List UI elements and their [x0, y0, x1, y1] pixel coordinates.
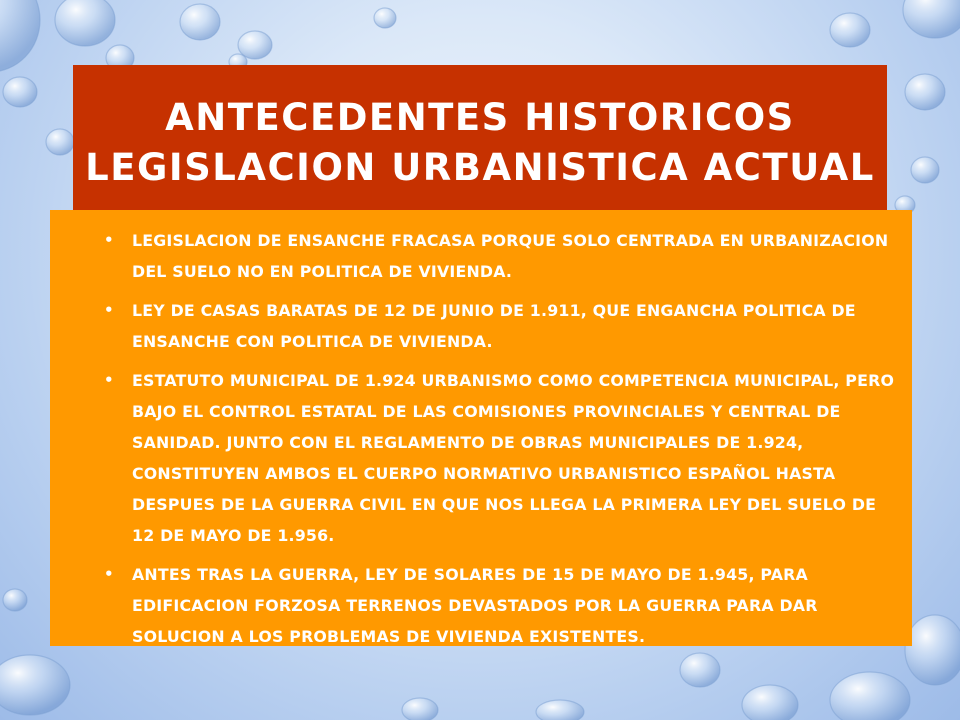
bullet-dot-icon: •	[104, 371, 114, 389]
bullet-text: LEY DE CASAS BARATAS DE 12 DE JUNIO DE 1.911, QUE ENGANCHA POLITICA DE ENSANCHE CON POLITICA DE VIVIENDA.	[132, 301, 856, 351]
title-line-1: ANTECEDENTES HISTORICOS	[165, 95, 795, 139]
bullet-text: ANTES TRAS LA GUERRA, LEY DE SOLARES DE 15 DE MAYO DE 1.945, PARA EDIFICACION FORZOSA TERRENOS DEVASTADOS POR LA GUERRA PARA DAR SOLUCION A LOS PROBLEMAS DE VIVIENDA EXISTENTES.	[132, 565, 818, 646]
bullet-list	[90, 225, 904, 652]
bullet-item	[90, 365, 904, 551]
bullet-item	[90, 559, 904, 652]
content-panel	[50, 210, 912, 646]
bullet-item	[90, 295, 904, 357]
title-line-2: LEGISLACION URBANISTICA ACTUAL	[85, 145, 875, 189]
title-banner	[73, 65, 887, 220]
bullet-dot-icon: •	[104, 231, 114, 249]
bullet-text: LEGISLACION DE ENSANCHE FRACASA PORQUE SOLO CENTRADA EN URBANIZACION DEL SUELO NO EN POLITICA DE VIVIENDA.	[132, 231, 889, 281]
bullet-text: ESTATUTO MUNICIPAL DE 1.924 URBANISMO COMO COMPETENCIA MUNICIPAL, PERO BAJO EL CONTROL ESTATAL DE LAS COMISIONES PROVINCIALES Y CENTRAL DE SANIDAD. JUNTO CON EL REGLAMENTO DE OBRAS MUNICIPALES DE 1.924, CONSTITUYEN AMBOS EL CUERPO NORMATIVO URBANISTICO ESPAÑOL HASTA DESPUES DE LA GUERRA CIVIL EN QUE NOS LLEGA LA PRIMERA LEY DEL SUELO DE 12 DE MAYO DE 1.956.	[132, 371, 895, 545]
bullet-dot-icon: •	[104, 565, 114, 583]
bullet-item	[90, 225, 904, 287]
bullet-dot-icon: •	[104, 301, 114, 319]
